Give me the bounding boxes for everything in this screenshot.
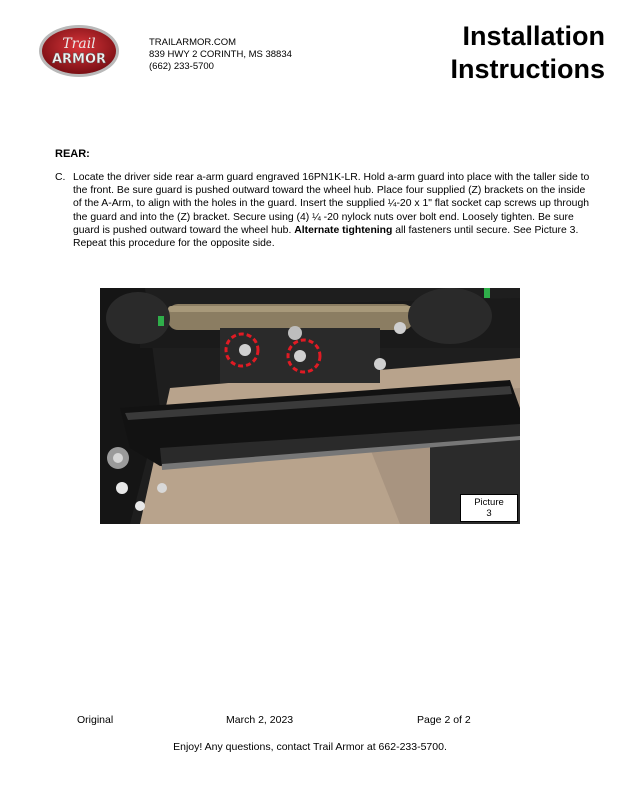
instruction-step xyxy=(55,171,595,250)
page-title-line1: Installation xyxy=(462,21,605,51)
logo-text-trail: Trail xyxy=(62,36,96,52)
footer-date: March 2, 2023 xyxy=(226,714,294,726)
footer-page-number: Page 2 of 2 xyxy=(417,714,471,726)
logo-text-armor: ARMOR xyxy=(51,52,107,67)
company-address: 839 HWY 2 CORINTH, MS 38834 xyxy=(149,49,292,60)
page-title-line2: Instructions xyxy=(450,54,605,84)
step-text-after: all fasteners until secure. See Picture 3. Repeat this procedure for the opposite side. xyxy=(73,224,579,250)
page-title xyxy=(450,20,605,86)
footer-note: Enjoy! Any questions, contact Trail Armor at 662-233-5700. xyxy=(173,741,447,753)
company-info xyxy=(149,37,292,73)
footer-left: Original xyxy=(77,714,114,726)
company-phone: (662) 233-5700 xyxy=(149,61,214,72)
photo-caption: Picture 3 xyxy=(460,494,518,522)
section-heading: REAR: xyxy=(55,148,90,160)
step-body xyxy=(73,171,595,250)
step-text-before: Locate the driver side rear a-arm guard engraved 16PN1K-LR. Hold a-arm guard into place with the taller side to the front. Be sure guard is pushed outward toward the wheel hub. Place four supplied (Z) brackets on the inside of the A-Arm, to align with the holes in the guard. Insert the supplied ¼-20 x 1" flat socket cap screws up through the guard and into the (Z) bracket. Secure using (4) ¼ -20 nylock nuts over bolt end. Loosely tighten. Be sure guard is pushed outward toward the wheel hub. xyxy=(73,172,590,236)
trail-armor-logo xyxy=(38,24,120,78)
installation-photo xyxy=(100,288,520,524)
step-bold-text: Alternate tightening xyxy=(294,224,393,236)
company-website: TRAILARMOR.COM xyxy=(149,37,237,48)
step-letter: C. xyxy=(55,172,66,183)
photo-illustration xyxy=(100,288,520,524)
